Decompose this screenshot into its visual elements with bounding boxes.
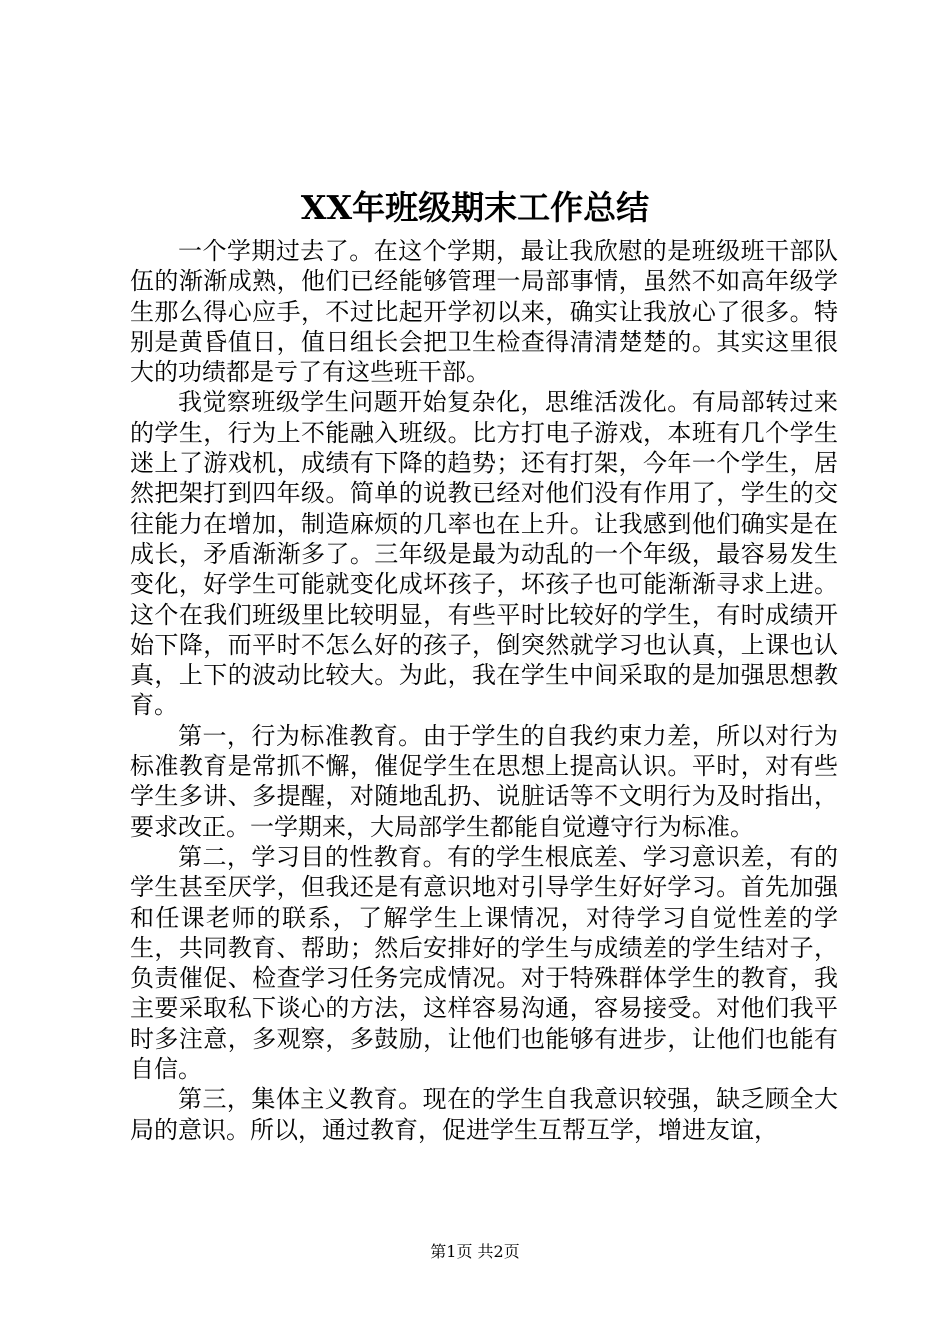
paragraph-2: 我觉察班级学生问题开始复杂化，思维活泼化。有局部转过来的学生，行为上不能融入班级。比方打电子游戏，本班有几个学生迷上了游戏机，成绩有下降的趋势；还有打架，今年一个学生，居然把架打到四年级。简单的说教已经对他们没有作用了，学生的交往能力在增加，制造麻烦的几率也在上升。让我感到他们确实是在成长，矛盾渐渐多了。三年级是最为动乱的一个年级，最容易发生变化，好学生可能就变化成坏孩子，坏孩子也可能渐渐寻求上进。这个在我们班级里比较明显，有些平时比较好的学生，有时成绩开始下降，而平时不怎么好的孩子，倒突然就学习也认真，上课也认真，上下的波动比较大。为此，我在学生中间采取的是加强思想教育。 [130,388,838,720]
paragraph-3: 第一，行为标准教育。由于学生的自我约束力差，所以对行为标准教育是常抓不懈，催促学生在思想上提高认识。平时，对有些学生多讲、多提醒，对随地乱扔、说脏话等不文明行为及时指出，要求改正。一学期来，大局部学生都能自觉遵守行为标准。 [130,721,838,841]
paragraph-5: 第三，集体主义教育。现在的学生自我意识较强，缺乏顾全大局的意识。所以，通过教育，促进学生互帮互学，增进友谊， [130,1085,838,1144]
document-title: XX年班级期末工作总结 [300,188,650,227]
page-footer: 第1页 共2页 [430,1242,520,1261]
document-body [130,236,838,1145]
paragraph-4: 第二，学习目的性教育。有的学生根底差、学习意识差，有的学生甚至厌学，但我还是有意识地对引导学生好好学习。首先加强和任课老师的联系，了解学生上课情况，对待学习自觉性差的学生，共同教育、帮助；然后安排好的学生与成绩差的学生结对子，负责催促、检查学习任务完成情况。对于特殊群体学生的教育，我主要采取私下谈心的方法，这样容易沟通，容易接受。对他们我平时多注意，多观察，多鼓励，让他们也能够有进步，让他们也能有自信。 [130,842,838,1084]
paragraph-1: 一个学期过去了。在这个学期，最让我欣慰的是班级班干部队伍的渐渐成熟，他们已经能够管理一局部事情，虽然不如高年级学生那么得心应手，不过比起开学初以来，确实让我放心了很多。特别是黄昏值日，值日组长会把卫生检查得清清楚楚的。其实这里很大的功绩都是亏了有这些班干部。 [130,237,838,387]
